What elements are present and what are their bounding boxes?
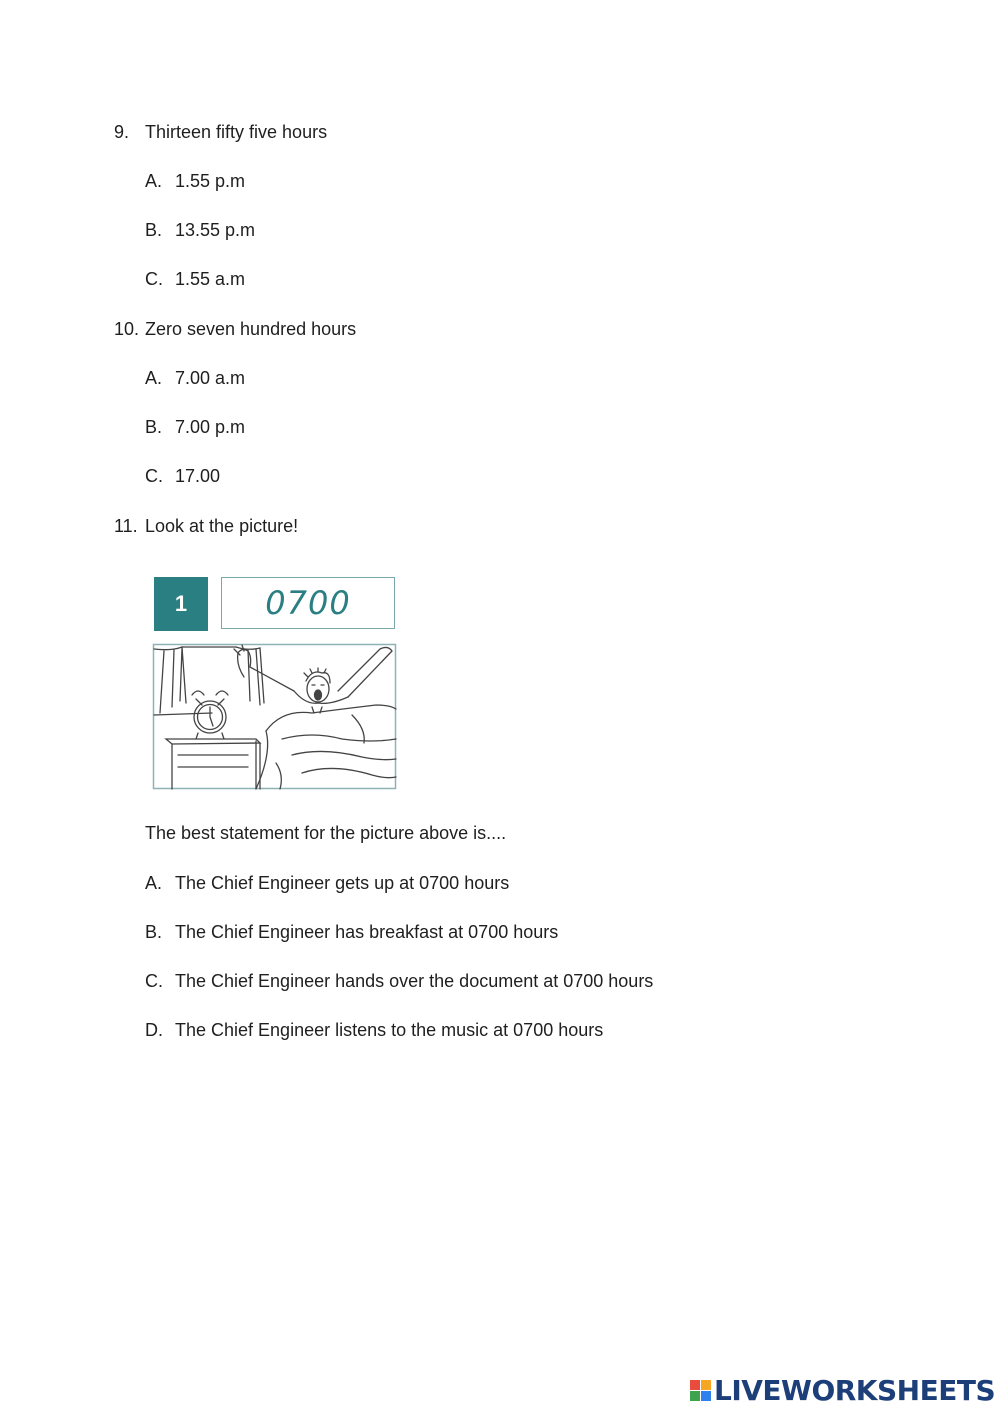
question-text: Thirteen fifty five hours: [145, 122, 328, 142]
option-11a[interactable]: [145, 873, 509, 894]
option-text: The Chief Engineer has breakfast at 0700 hours: [175, 922, 559, 942]
option-letter: C.: [145, 971, 163, 991]
option-text: 17.00: [175, 466, 221, 486]
option-9c[interactable]: [145, 269, 245, 290]
logo-blocks-icon: [690, 1380, 711, 1401]
option-text: The Chief Engineer listens to the music at 0700 hours: [175, 1020, 604, 1040]
liveworksheets-logo[interactable]: [690, 1374, 995, 1406]
option-10c[interactable]: [145, 466, 220, 487]
option-letter: C.: [145, 269, 163, 289]
option-letter: B.: [145, 220, 163, 240]
picture-number-badge: 1: [154, 577, 208, 631]
question-10: [114, 319, 356, 340]
picture-time-label: 0700: [221, 577, 395, 629]
question-text: Look at the picture!: [145, 516, 299, 536]
option-letter: B.: [145, 922, 163, 942]
option-letter: A.: [145, 873, 163, 893]
option-10a[interactable]: [145, 368, 245, 389]
option-9a[interactable]: [145, 171, 245, 192]
option-letter: C.: [145, 466, 163, 486]
option-text: 1.55 p.m: [175, 171, 246, 191]
question-11-statement: The best statement for the picture above is....: [145, 823, 507, 843]
option-letter: A.: [145, 171, 163, 191]
option-11b[interactable]: [145, 922, 558, 943]
option-text: 7.00 a.m: [175, 368, 246, 388]
option-11c[interactable]: [145, 971, 653, 992]
option-letter: D.: [145, 1020, 163, 1040]
logo-text: LIVEWORKSHEETS: [714, 1373, 996, 1407]
option-10b[interactable]: [145, 417, 245, 438]
option-text: 1.55 a.m: [175, 269, 246, 289]
option-11d[interactable]: [145, 1020, 603, 1041]
option-letter: A.: [145, 368, 163, 388]
option-text: 13.55 p.m: [175, 220, 256, 240]
question-number: 9.: [114, 122, 130, 142]
option-text: The Chief Engineer hands over the document at 0700 hours: [175, 971, 654, 991]
question-11: [114, 516, 298, 537]
question-9: [114, 122, 327, 143]
question-number: 11.: [114, 516, 138, 536]
option-9b[interactable]: [145, 220, 255, 241]
option-text: 7.00 p.m: [175, 417, 246, 437]
bedroom-illustration: [152, 643, 398, 790]
option-letter: B.: [145, 417, 163, 437]
question-text: Zero seven hundred hours: [145, 319, 357, 339]
wake-up-picture: [152, 575, 398, 790]
question-number: 10.: [114, 319, 140, 339]
option-text: The Chief Engineer gets up at 0700 hours: [175, 873, 510, 893]
